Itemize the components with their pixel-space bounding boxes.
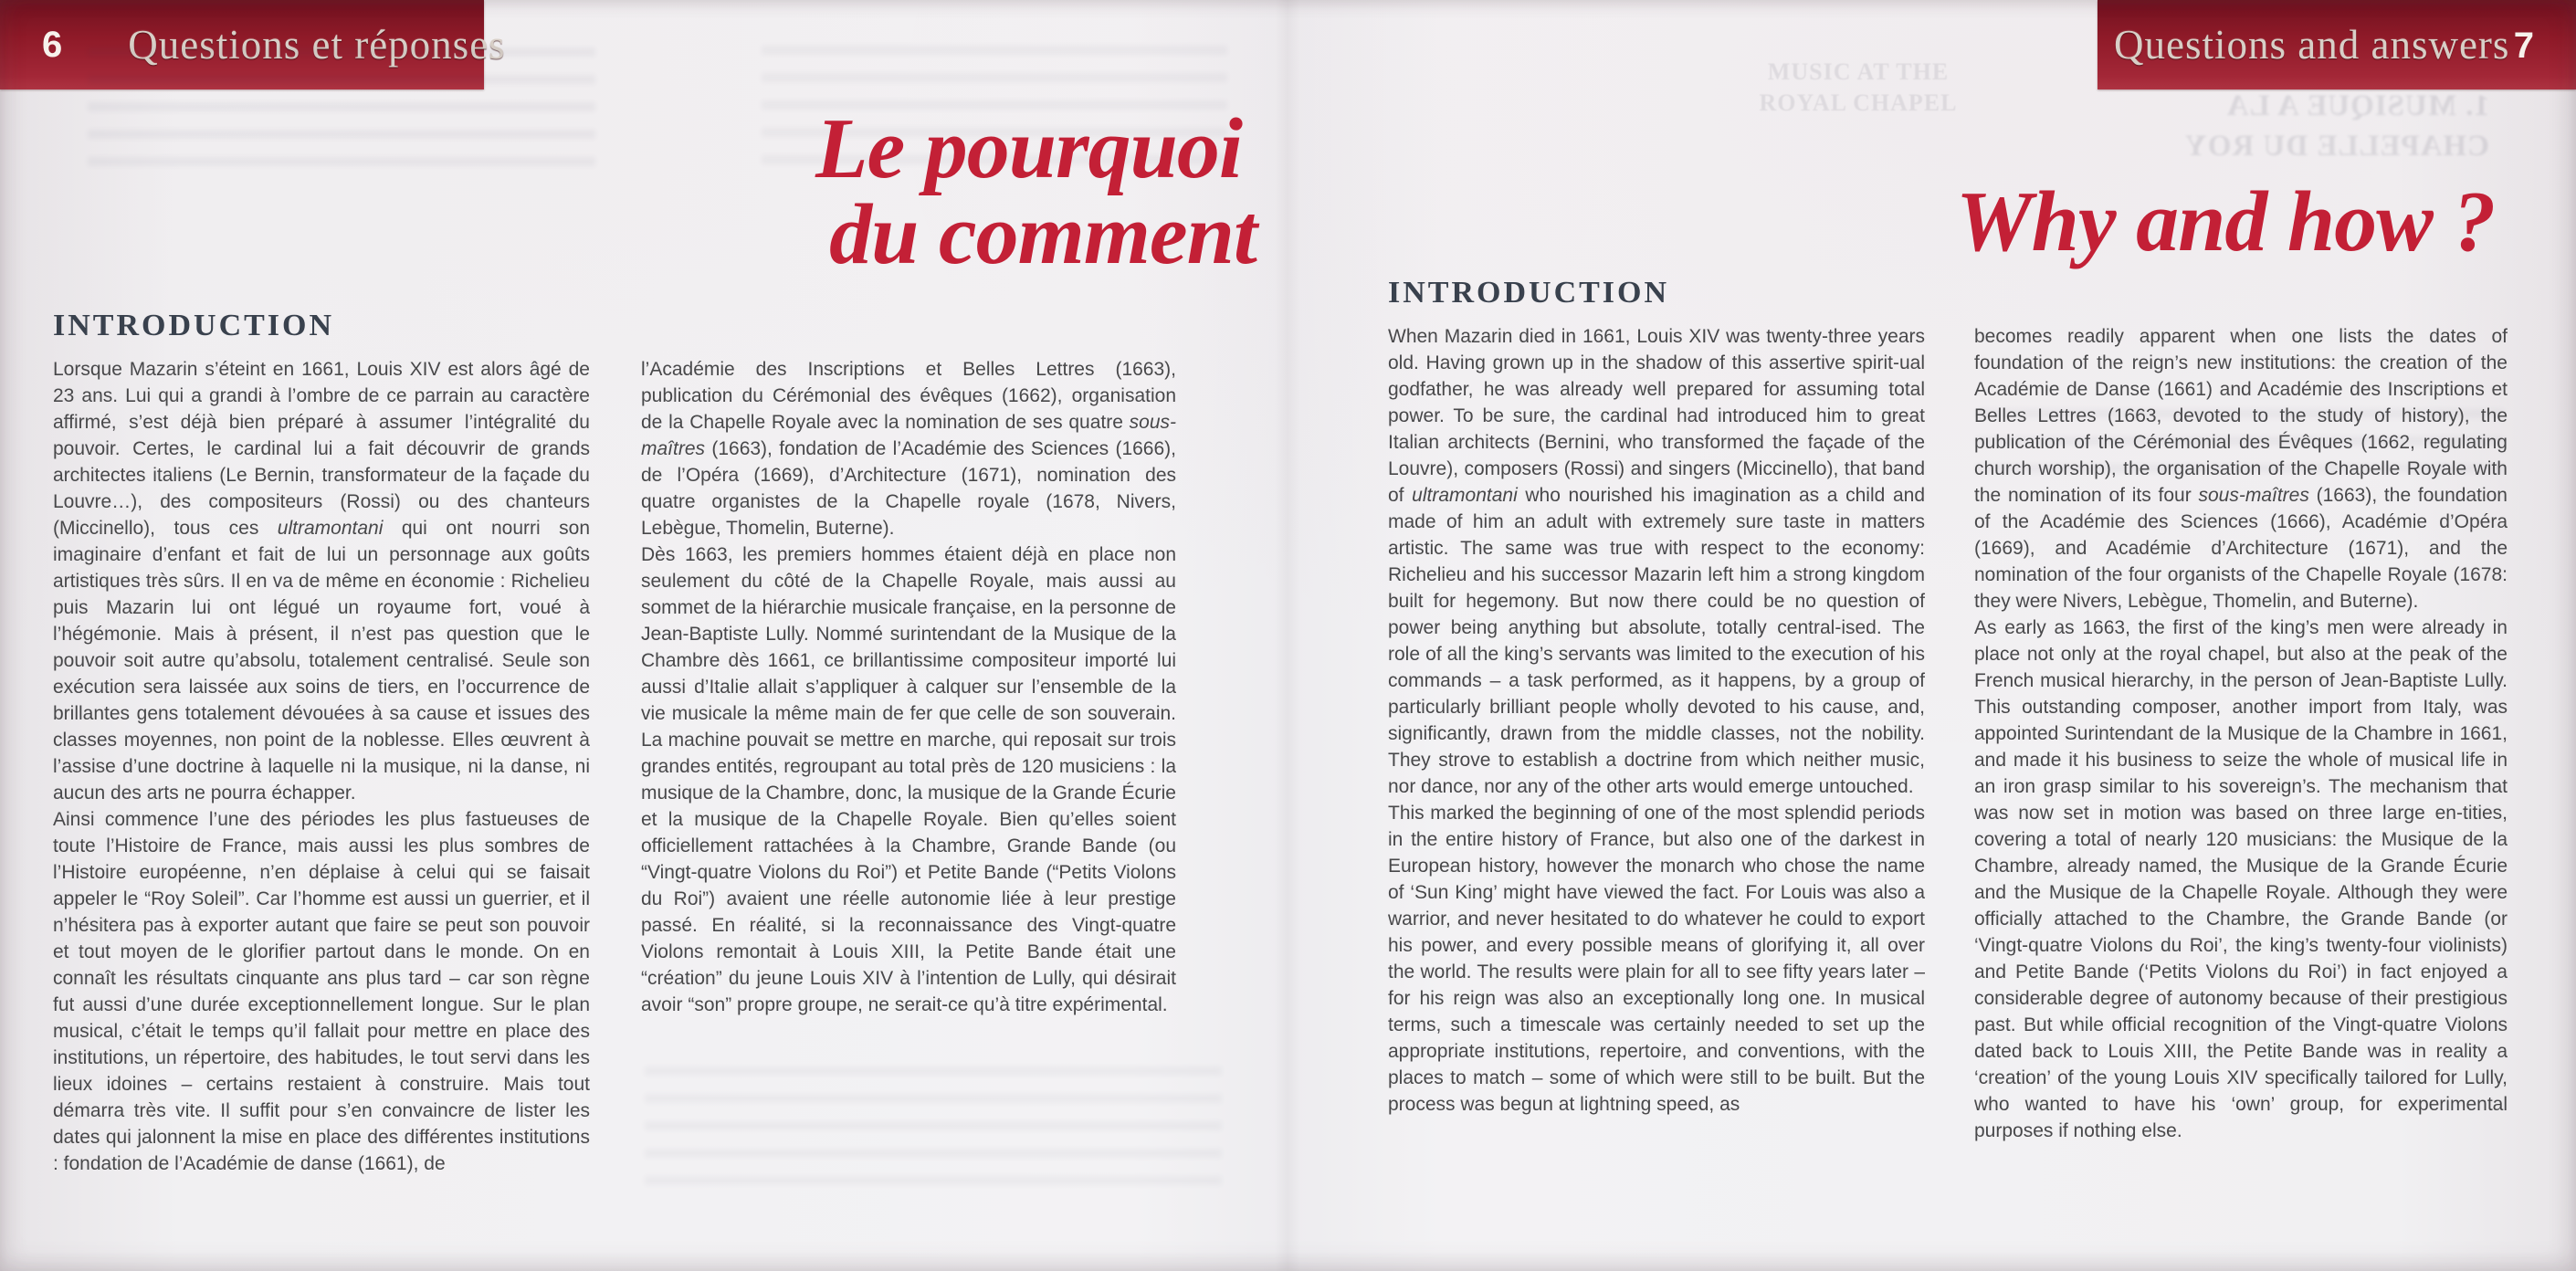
right-header-banner: [2098, 0, 2576, 89]
paragraph: l’Académie des Inscriptions et Belles Lettres (1663), publication du Cérémonial des évêques (1662), organisation de la Chapelle Royale avec la nomination de ses quatre sous-maîtres (1663), fondation de l’Académie des Sciences (1666), de l’Opéra (1669), d’Architecture (1671), nomination des quatre organistes de la Chapelle royale (1678, Nivers, Lebègue, Thomelin, Buterne).: [641, 359, 1176, 539]
left-section-heading: INTRODUCTION: [53, 309, 335, 342]
bleedthrough-text-english: MUSIC AT THE ROYAL CHAPEL: [1759, 58, 1958, 116]
right-page-number: 7: [2513, 26, 2534, 66]
left-page-title-line2: du comment: [829, 187, 1256, 282]
left-column-1: [53, 356, 590, 1262]
page-spine: [1275, 0, 1300, 1271]
paragraph: Dès 1663, les premiers hommes étaient déjà en place non seulement du côté de la Chapelle Royale, mais aussi au sommet de la hiérarchie musicale française, en la personne de Jean-Baptiste Lully. Nommé surintendant de la Musique de la Chambre dès 1661, ce brillantissime compositeur importé lui aussi d’Italie allait s’appliquer à calquer sur l’ensemble de la vie musicale la même main de fer que celle de son souverain. La machine pouvait se mettre en marche, qui reposait sur trois grandes entités, regroupant au total près de 120 musiciens : la musique de la Chambre, donc, la musique de la Grande Écurie et la musique de la Chapelle Royale. Bien qu’elles soient officiellement rattachées à la Chambre, Grande Bande (ou “Vingt-quatre Violons du Roi”) et Petite Bande (“Petits Violons du Roi”) avaient une réelle autonomie liée à leur prestige passé. En réalité, si la reconnaissance des Vingt-quatre Violons remontait à Louis XIII, la Petite Bande était une “création” du jeune Louis XIV à l’intention de Lully, qui désirait avoir “son” propre groupe, ne serait-ce qu’à titre expérimental.: [641, 544, 1176, 1015]
paragraph: This marked the beginning of one of the most splendid periods in the entire history of France, but also one of the darkest in European history, however the monarch who chose the name of ‘Sun King’ might have viewed the fact. For Louis was also a warrior, and never hesitated to do whatever he could to export his power, and every possible means of glorifying it, all over the world. The results were plain for all to see fifty years later – for his reign was also an exceptionally long one. In musical terms, such a timescale was certainly needed to set up the appropriate institutions, repertoire, and conventions, with the places to match – some of which were still to be built. But the process was begun at lightning speed, as: [1388, 803, 1925, 1115]
right-page-title: Why and how ?: [1956, 174, 2496, 269]
right-section-heading: INTRODUCTION: [1388, 276, 1670, 310]
left-banner-title: Questions et réponses: [128, 22, 506, 68]
right-banner-title: Questions and answers: [2114, 22, 2510, 68]
right-column-1: [1388, 323, 1925, 1262]
paragraph: As early as 1663, the first of the king’s men were already in place not only at the royal chapel, but also at the peak of the French musical hierarchy, in the person of Jean-Baptiste Lully. This outstanding composer, another import from Italy, was appointed Surintendant de la Musique de la Chambre in 1661, and made it his business to seize the whole of musical life in an iron grasp similar to his sovereign’s. The mechanism that was now set in motion was based on three large en-tities, covering a total of nearly 120 musicians: the Musique de la Chambre, already named, the Musique de la Grande Écurie and the Musique de la Chapelle Royale. Although they were officially attached to the Chambre, the Grande Bande (or ‘Vingt-quatre Violons du Roi’, the king’s twenty-four violinists) and Petite Bande (‘Petits Violons du Roi’) in fact enjoyed a considerable degree of autonomy because of their prestigious past. But while official recognition of the Vingt-quatre Violons dated back to Louis XIII, the Petite Bande was in reality a ‘creation’ of the young Louis XIV specifically tailored for Lully, who wanted to have his ‘own’ group, for experimental purposes if nothing else.: [1974, 617, 2508, 1141]
paragraph: becomes readily apparent when one lists the dates of foundation of the reign’s new institutions: the creation of the Académie de Danse (1661) and Académie des Inscriptions et Belles Lettres (1663, devoted to the study of history), the publication of the Cérémonial des Évêques (1662, regulating church worship), the organisation of the Chapelle Royale with the nomination of its four sous-maîtres (1663), the foundation of the Académie des Sciences (1666), Académie d’Opéra (1669), and Académie d’Architecture (1671), and the nomination of the four organists of the Chapelle Royale (1678: they were Nivers, Lebègue, Thomelin, and Buterne).: [1974, 326, 2508, 612]
left-column-2: [641, 356, 1176, 1262]
right-column-2: [1974, 323, 2508, 1262]
bleedthrough-text-french-mirrored: 1. MUSIQUE A LA CHAPELLE DU ROY: [2183, 89, 2489, 163]
paragraph: Lorsque Mazarin s’éteint en 1661, Louis XIV est alors âgé de 23 ans. Lui qui a grandi à l’ombre de ce parrain au caractère affirmé, s’est déjà bien préparé à assumer l’intégralité du pouvoir. Certes, le cardinal lui a fait découvrir de grands architectes italiens (Le Bernin, transformateur de la façade du Louvre…), des compositeurs (Rossi) ou des chanteurs (Miccinello), tous ces ultramontani qui ont nourri son imaginaire d’enfant et fait de lui un personnage aux goûts artistiques très sûrs. Il en va de même en économie : Richelieu puis Mazarin lui ont légué un royaume fort, voué à l’hégémonie. Mais à présent, il n’est pas question que le pouvoir soit autre qu’absolu, totalement centralisé. Seule son exécution sera laissée aux soins de tiers, en l’occurrence de brillantes gens totalement dévouées à sa cause et issues des classes moyennes, non point de la noblesse. Elles œuvrent à l’assise d’une doctrine à laquelle ni la musique, ni la danse, ni aucun des arts ne pourra échapper.: [53, 359, 590, 804]
paragraph: When Mazarin died in 1661, Louis XIV was twenty-three years old. Having grown up in the shadow of this assertive spirit-ual godfather, he was already well prepared for assuming total power. To be sure, the cardinal had introduced him to great Italian architects (Bernini, who transformed the façade of the Louvre), composers (Rossi) and singers (Miccinello), that band of ultramontani who nourished his imagination as a child and made of him an adult with extremely sure taste in matters artistic. The same was true with respect to the economy: Richelieu and his successor Mazarin left him a strong kingdom built for hegemony. But now there could be no question of power being anything but absolute, totally central-ised. The role of all the king’s servants was limited to the execution of his commands – a task performed, as it happens, by a group of particularly brilliant people wholly devoted to his cause, and, significantly, drawn from the middle classes, not the nobility. They strove to establish a doctrine from which neither music, nor dance, nor any of the other arts would emerge untouched.: [1388, 326, 1925, 797]
left-page-number: 6: [42, 25, 63, 65]
left-page-title-line1: Le pourquoi: [815, 101, 1242, 196]
left-page-title: [639, 101, 1256, 282]
left-header-banner: [0, 0, 506, 89]
paragraph: Ainsi commence l’une des périodes les plus fastueuses de toute l’Histoire de France, mais aussi les plus sombres de l’Histoire européenne, n’en déplaise à celui qui se faisait appeler le “Roy Soleil”. Car l’homme est aussi un guerrier, et il n’hésitera pas à exporter autant que faire se peut son pouvoir et tout moyen de le glorifier partout dans le monde. On en connaît les résultats cinquante ans plus tard – car son règne fut aussi d’une durée exceptionnellement longue. Sur le plan musical, c’était le temps qu’il fallait pour mettre en place des institutions, un répertoire, des habitudes, le tout servi dans les lieux idoines – certains restaient à construire. Mais tout démarra très vite. Il suffit pour s’en convaincre de lister les dates qui jalonnent la mise en place des différentes institutions : fondation de l’Académie de danse (1661), de: [53, 809, 590, 1174]
